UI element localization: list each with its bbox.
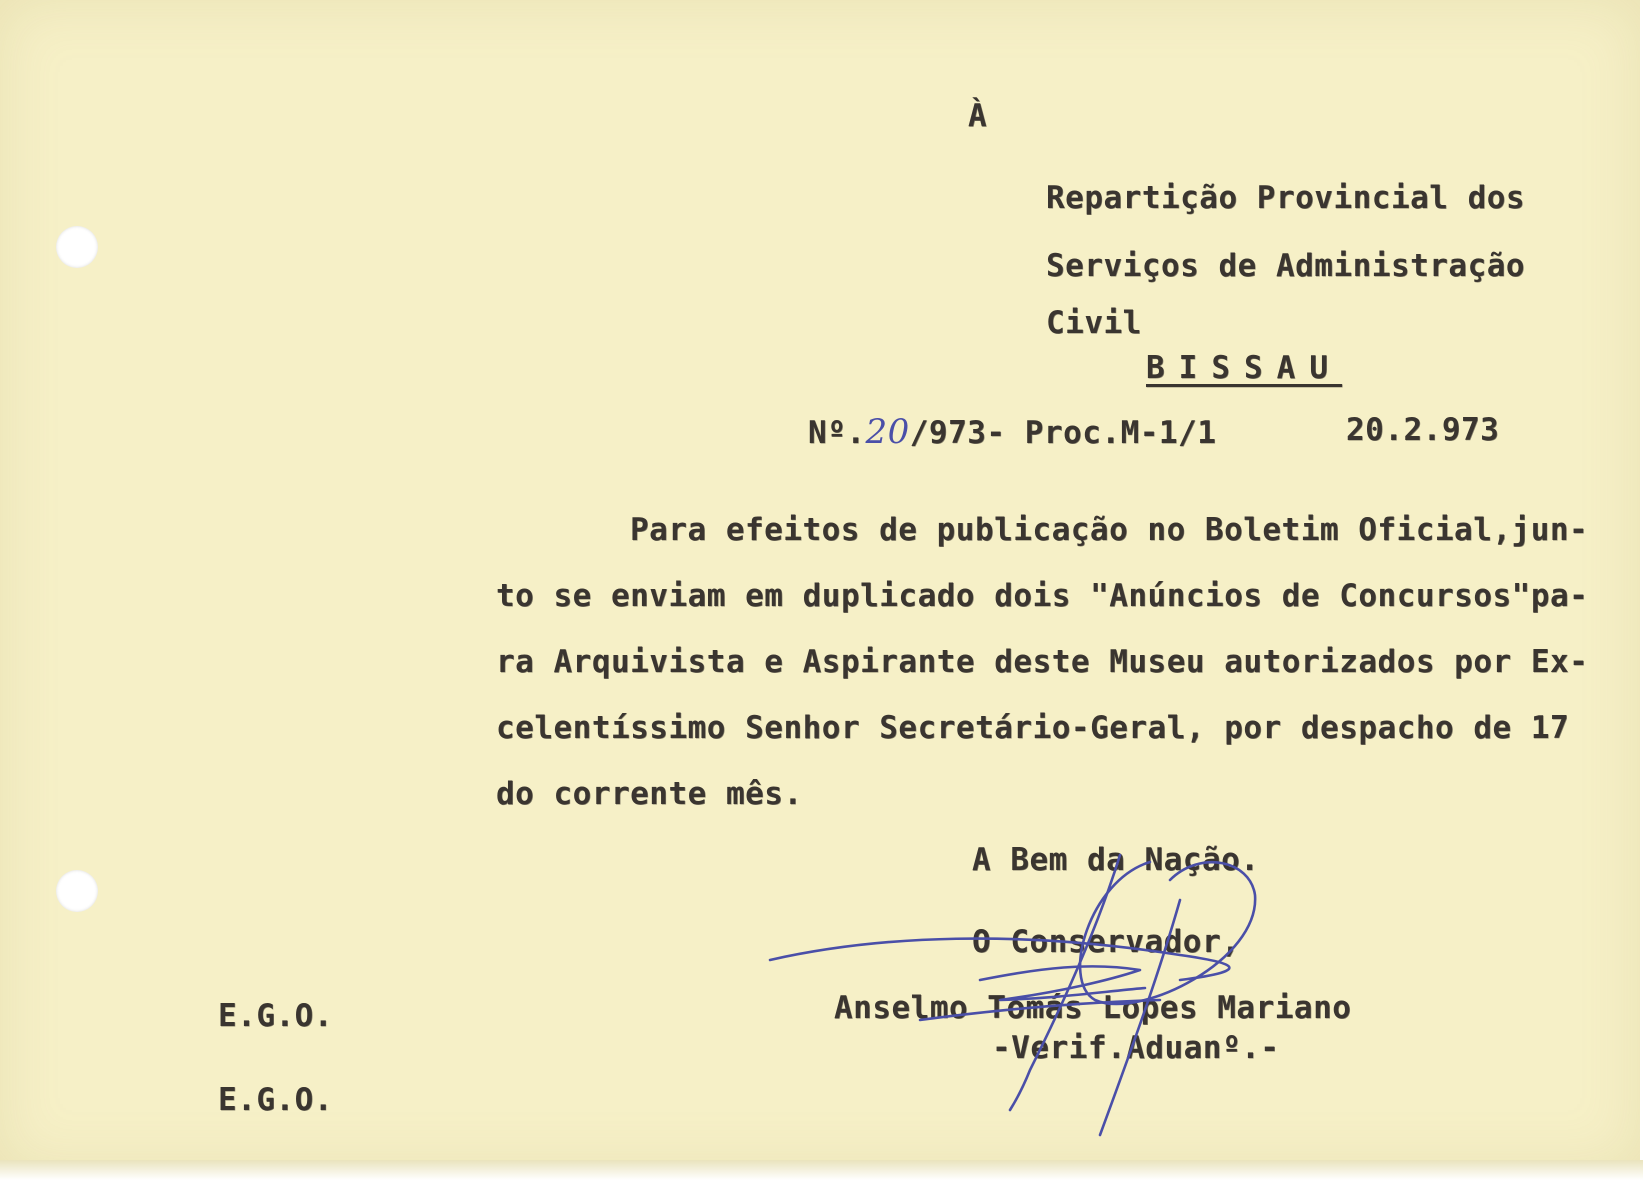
closing-phrase: A Bem da Nação. — [972, 842, 1260, 878]
initials-2: E.G.O. — [218, 1082, 333, 1118]
addressee-line-3: Civil — [1046, 305, 1142, 341]
reference-line — [808, 412, 1216, 452]
handwritten-signature — [760, 840, 1320, 1140]
addressee-line-1: Repartição Provincial dos — [1046, 180, 1526, 216]
body-line-4: celentíssimo Senhor Secretário-Geral, por despacho de 17 — [496, 710, 1570, 746]
signer-role: -Verif.Aduanº.- — [992, 1030, 1280, 1066]
body-line-1: Para efeitos de publicação no Boletim Oficial,jun- — [630, 512, 1589, 548]
punch-hole-top — [56, 226, 98, 268]
body-line-2: to se enviam em duplicado dois "Anúncios de Concursos"pa- — [496, 578, 1589, 614]
reference-suffix: /973- Proc.M-1/1 — [909, 415, 1217, 451]
signer-title: O Conservador, — [972, 924, 1241, 960]
city-name: BISSAU — [1146, 350, 1342, 386]
initials-1: E.G.O. — [218, 998, 333, 1034]
addressee-marker: À — [968, 98, 988, 134]
reference-prefix: Nº. — [808, 415, 866, 451]
letter-date: 20.2.973 — [1346, 412, 1500, 448]
page-bottom-edge — [0, 1160, 1643, 1180]
punch-hole-bottom — [56, 870, 98, 912]
signer-name: Anselmo Tomás Lopes Mariano — [834, 990, 1352, 1026]
body-line-5: do corrente mês. — [496, 776, 803, 812]
addressee-line-2: Serviços de Administração — [1046, 248, 1526, 284]
body-line-3: ra Arquivista e Aspirante deste Museu autorizados por Ex- — [496, 644, 1589, 680]
reference-number-handwritten: 20 — [865, 412, 910, 452]
